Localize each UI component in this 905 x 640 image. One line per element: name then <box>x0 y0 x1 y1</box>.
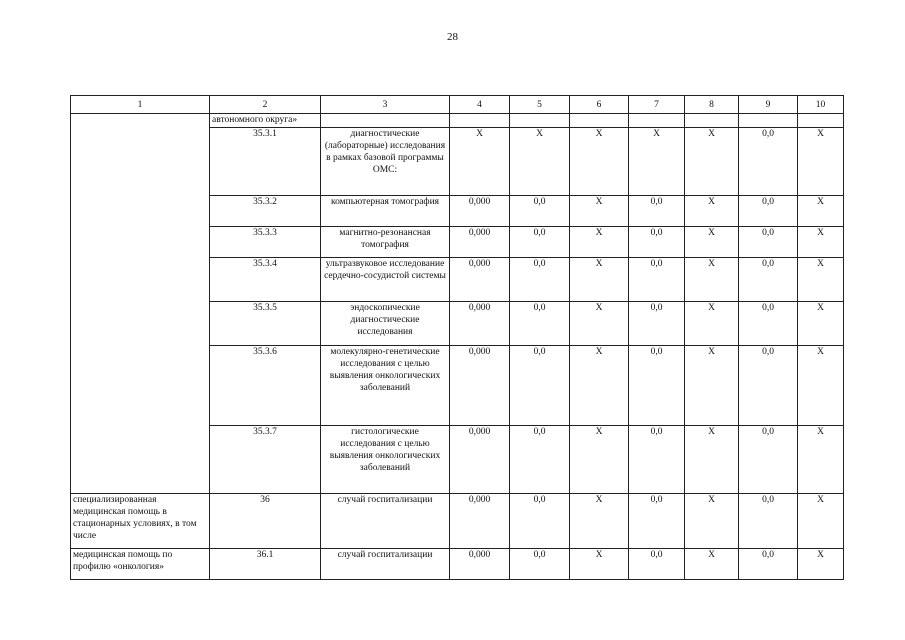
value-cell: 0,0 <box>739 196 798 227</box>
value-cell: 0,0 <box>629 302 685 346</box>
row-description: магнитно-резонансная томография <box>321 227 450 258</box>
row-description: случай госпитализации <box>321 494 450 549</box>
row-code: 35.3.4 <box>210 258 321 302</box>
continuation-text: автономного округа» <box>210 114 321 128</box>
value-cell: X <box>798 494 844 549</box>
column-header: 4 <box>450 96 510 114</box>
row-description: ультразвуковое исследование сердечно-сосудистой системы <box>321 258 450 302</box>
row-code: 35.3.3 <box>210 227 321 258</box>
value-cell: 0,0 <box>739 346 798 426</box>
value-cell: 0,000 <box>450 227 510 258</box>
value-cell: X <box>570 426 629 494</box>
value-cell: X <box>685 302 739 346</box>
page-number: 28 <box>447 31 458 43</box>
table-row <box>71 549 844 580</box>
value-cell: 0,0 <box>629 549 685 580</box>
value-cell: 0,0 <box>629 426 685 494</box>
value-cell: 0,0 <box>629 494 685 549</box>
value-cell: X <box>685 426 739 494</box>
value-cell: 0,0 <box>510 227 570 258</box>
value-cell: X <box>570 196 629 227</box>
value-cell: 0,0 <box>739 302 798 346</box>
value-cell: X <box>798 549 844 580</box>
value-cell: X <box>798 346 844 426</box>
value-cell: X <box>798 128 844 196</box>
value-cell: X <box>685 346 739 426</box>
row-code: 36 <box>210 494 321 549</box>
column-header: 8 <box>685 96 739 114</box>
table-cell <box>798 114 844 128</box>
value-cell: X <box>685 549 739 580</box>
value-cell: 0,0 <box>739 494 798 549</box>
table-row <box>71 494 844 549</box>
value-cell: X <box>570 346 629 426</box>
row-code: 35.3.1 <box>210 128 321 196</box>
value-cell: X <box>685 227 739 258</box>
value-cell: X <box>510 128 570 196</box>
value-cell: 0,0 <box>739 227 798 258</box>
table-cell <box>685 114 739 128</box>
table-cell <box>629 114 685 128</box>
value-cell: X <box>798 302 844 346</box>
value-cell: 0,0 <box>510 302 570 346</box>
value-cell: 0,0 <box>510 426 570 494</box>
header-row <box>71 96 844 114</box>
table-cell <box>450 114 510 128</box>
column-header: 10 <box>798 96 844 114</box>
value-cell: X <box>685 196 739 227</box>
row-description: гистологические исследования с целью выявления онкологических заболеваний <box>321 426 450 494</box>
table-cell <box>739 114 798 128</box>
column-header: 5 <box>510 96 570 114</box>
value-cell: 0,0 <box>510 258 570 302</box>
value-cell: 0,0 <box>739 258 798 302</box>
value-cell: X <box>570 128 629 196</box>
value-cell: 0,0 <box>510 346 570 426</box>
value-cell: 0,000 <box>450 494 510 549</box>
value-cell: 0,000 <box>450 346 510 426</box>
value-cell: X <box>798 426 844 494</box>
value-cell: 0,0 <box>510 196 570 227</box>
column-header: 7 <box>629 96 685 114</box>
row-description: случай госпитализации <box>321 549 450 580</box>
row-code: 35.3.5 <box>210 302 321 346</box>
value-cell: 0,000 <box>450 258 510 302</box>
value-cell: 0,0 <box>739 128 798 196</box>
value-cell: X <box>570 494 629 549</box>
row-label: специализированная медицинская помощь в стационарных условиях, в том числе <box>71 494 210 549</box>
column-header: 1 <box>71 96 210 114</box>
row-code: 35.3.7 <box>210 426 321 494</box>
value-cell: 0,000 <box>450 549 510 580</box>
table-cell <box>321 114 450 128</box>
value-cell: X <box>570 302 629 346</box>
value-cell: X <box>570 227 629 258</box>
row-description: компьютерная томография <box>321 196 450 227</box>
row-description: молекулярно-генетические исследования с целью выявления онкологических заболеваний <box>321 346 450 426</box>
continuation-row <box>71 114 844 128</box>
value-cell: X <box>798 227 844 258</box>
column-header: 9 <box>739 96 798 114</box>
row-code: 36.1 <box>210 549 321 580</box>
value-cell: 0,0 <box>739 549 798 580</box>
value-cell: 0,0 <box>629 258 685 302</box>
row-label: медицинская помощь по профилю «онкология» <box>71 549 210 580</box>
value-cell: 0,0 <box>510 494 570 549</box>
value-cell: 0,0 <box>629 346 685 426</box>
merged-empty-cell <box>71 114 210 494</box>
value-cell: 0,0 <box>739 426 798 494</box>
value-cell: X <box>629 128 685 196</box>
row-code: 35.3.2 <box>210 196 321 227</box>
column-header: 6 <box>570 96 629 114</box>
table-cell <box>570 114 629 128</box>
row-description: диагностические (лабораторные) исследования в рамках базовой программы ОМС: <box>321 128 450 196</box>
table-cell <box>510 114 570 128</box>
value-cell: X <box>798 258 844 302</box>
data-table <box>70 95 844 580</box>
value-cell: X <box>685 128 739 196</box>
value-cell: 0,0 <box>629 227 685 258</box>
value-cell: X <box>685 494 739 549</box>
value-cell: 0,0 <box>510 549 570 580</box>
row-description: эндоскопические диагностические исследования <box>321 302 450 346</box>
value-cell: X <box>685 258 739 302</box>
value-cell: X <box>570 258 629 302</box>
row-code: 35.3.6 <box>210 346 321 426</box>
value-cell: X <box>570 549 629 580</box>
column-header: 2 <box>210 96 321 114</box>
value-cell: X <box>798 196 844 227</box>
value-cell: 0,000 <box>450 196 510 227</box>
column-header: 3 <box>321 96 450 114</box>
value-cell: 0,0 <box>629 196 685 227</box>
value-cell: 0,000 <box>450 426 510 494</box>
value-cell: X <box>450 128 510 196</box>
value-cell: 0,000 <box>450 302 510 346</box>
